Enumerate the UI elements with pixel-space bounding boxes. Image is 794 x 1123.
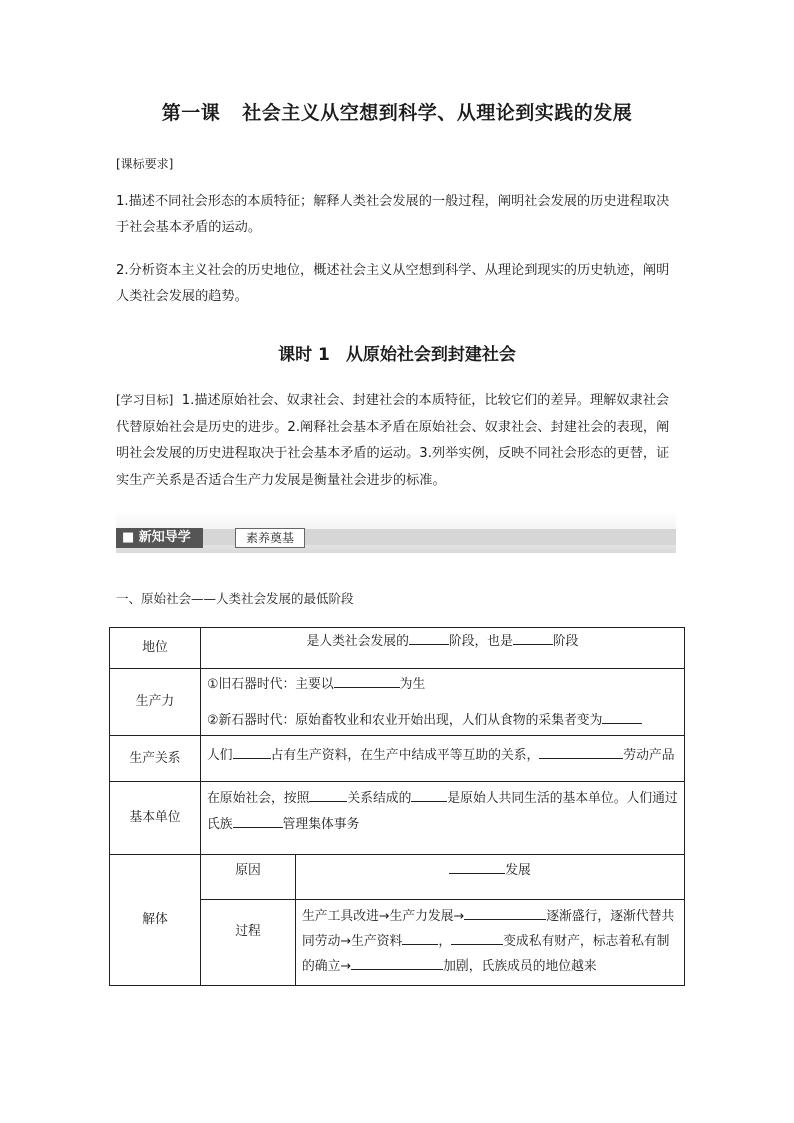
fill-blank: [513, 630, 553, 645]
row-content-relations: 人们 占有生产资料，在生产中结成平等互助的关系， 劳动产品: [201, 736, 685, 782]
row-label-basic-unit: 基本单位: [110, 782, 201, 855]
row-content-status: 是人类社会发展的 阶段，也是 阶段: [201, 628, 685, 669]
table-row-relations: [110, 736, 685, 782]
page-title-part2: 社会主义从空想到科学、从理论到实践的发展: [242, 102, 633, 124]
table-row-productivity: [110, 669, 685, 736]
fill-blank: [602, 709, 642, 724]
sub-label-process: 过程: [201, 900, 296, 986]
page-title: [0, 98, 794, 125]
sub-content-process: 生产工具改进→生产力发展→ 逐渐盛行，逐渐代替共同劳动→生产资料 ， 变成私有财产，标志着私有制的确立→ 加剧，氏族成员的地位越来: [296, 900, 685, 986]
row-label-status: 地位: [110, 628, 201, 669]
knowledge-table: [109, 627, 685, 986]
section-banner: [116, 511, 676, 553]
curriculum-item-1: 1.描述不同社会形态的本质特征；解释人类社会发展的一般过程，阐明社会发展的历史进程取决于社会基本矛盾的运动。: [116, 194, 670, 235]
curriculum-tag: [课标要求]: [116, 157, 174, 171]
row-content-basic-unit: 在原始社会，按照 关系结成的 是原始人共同生活的基本单位。人们通过氏族 管理集体事务: [201, 782, 685, 855]
sub-content-cause: 发展: [296, 855, 685, 900]
curriculum-item-2: 2.分析资本主义社会的历史地位，概述社会主义从空想到科学、从理论到现实的历史轨迹，阐明人类社会发展的趋势。: [116, 263, 670, 304]
banner-primary-tag: ■ 新知导学: [116, 528, 203, 548]
fill-blank: [451, 930, 503, 945]
banner-secondary-tag: 素养奠基: [235, 528, 305, 548]
page-title-part1: 第一课: [161, 102, 221, 124]
row-content-productivity: ①旧石器时代：主要以 为生 ②新石器时代：原始畜牧业和农业开始出现，人们从食物的采集者变为: [201, 669, 685, 736]
fill-blank: [233, 813, 283, 828]
fill-blank: [411, 787, 447, 802]
fill-blank: [334, 673, 400, 688]
fill-blank: [351, 955, 443, 970]
fill-blank: [539, 744, 623, 759]
row-label-productivity: 生产力: [110, 669, 201, 736]
fill-blank: [449, 859, 505, 874]
objectives-tag: [学习目标]: [116, 393, 174, 407]
lesson-title: [0, 340, 794, 365]
fill-blank: [464, 905, 546, 920]
fill-blank: [409, 630, 449, 645]
fill-blank: [309, 787, 347, 802]
lesson-title-part1: 课时 1: [278, 345, 330, 365]
section-title: 一、原始社会——人类社会发展的最低阶段: [116, 591, 354, 606]
row-label-dissolution: 解体: [110, 855, 201, 986]
learning-objectives: [116, 387, 681, 494]
sub-label-cause: 原因: [201, 855, 296, 900]
objectives-text: 1.描述原始社会、奴隶社会、封建社会的本质特征，比较它们的差异。理解奴隶社会代替原始社会是历史的进步。2.阐释社会基本矛盾在原始社会、奴隶社会、封建社会的表现，阐明社会发展的历史进程取决于社会基本矛盾的运动。3.列举实例，反映不同社会形态的更替，证实生产关系是否适合生产力发展是衡量社会进步的标准。: [116, 393, 670, 488]
lesson-title-part2: 从原始社会到封建社会: [345, 345, 516, 365]
fill-blank: [233, 744, 271, 759]
row-label-relations: 生产关系: [110, 736, 201, 782]
table-row-basic-unit: [110, 782, 685, 855]
table-row-status: [110, 628, 685, 669]
table-row-dissolution-cause: [110, 855, 685, 900]
fill-blank: [402, 930, 438, 945]
